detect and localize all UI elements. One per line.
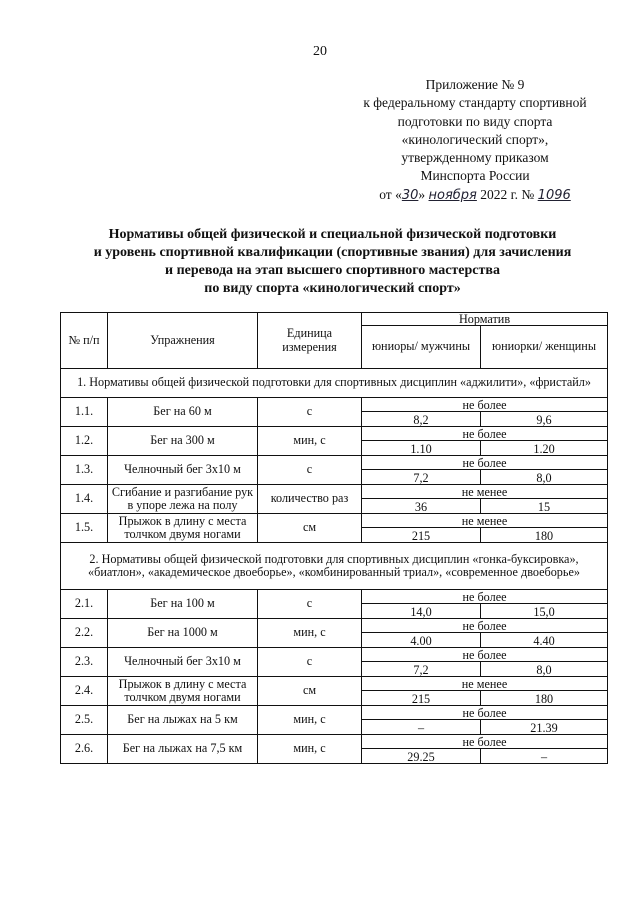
order-date-line: от «30» ноября 2022 г. № 1096 bbox=[379, 186, 571, 203]
row-unit: с bbox=[258, 648, 362, 677]
row-exercise: Бег на 1000 м bbox=[108, 619, 258, 648]
appendix-line: к федеральному стандарту спортивной bbox=[363, 95, 587, 111]
handwritten-order-number: 1096 bbox=[537, 187, 571, 203]
value-women: 15 bbox=[481, 499, 608, 514]
value-men: 36 bbox=[362, 499, 481, 514]
row-num: 2.1. bbox=[61, 590, 108, 619]
row-unit: мин, с bbox=[258, 706, 362, 735]
value-men: 29.25 bbox=[362, 749, 481, 764]
appendix-line: «кинологический спорт», bbox=[401, 131, 549, 147]
row-num: 1.1. bbox=[61, 398, 108, 427]
value-women: 8,0 bbox=[481, 470, 608, 485]
row-condition: не менее bbox=[362, 677, 608, 691]
row-condition: не менее bbox=[362, 514, 608, 528]
document-title: Нормативы общей физической и специальной физической подготовки и уровень спортивной квалификации (спортивные звания) для зачисления и перевода на этап высшего спортивного мастерства по виду спорта «кинологический спорт» bbox=[93, 227, 572, 296]
row-condition: не более bbox=[362, 706, 608, 720]
value-women: 9,6 bbox=[481, 412, 608, 427]
row-condition: не более bbox=[362, 398, 608, 412]
row-num: 2.5. bbox=[61, 706, 108, 735]
appendix-block bbox=[340, 76, 610, 205]
header-women: юниорки/ женщины bbox=[481, 326, 608, 369]
section-heading: 1. Нормативы общей физической подготовки для спортивных дисциплин «аджилити», «фристайл» bbox=[61, 369, 608, 398]
row-exercise: Бег на лыжах на 5 км bbox=[108, 706, 258, 735]
value-men: 8,2 bbox=[362, 412, 481, 427]
row-num: 1.2. bbox=[61, 427, 108, 456]
header-exercise: Упражнения bbox=[108, 313, 258, 369]
row-num: 2.2. bbox=[61, 619, 108, 648]
row-exercise: Бег на 100 м bbox=[108, 590, 258, 619]
value-men: 14,0 bbox=[362, 604, 481, 619]
header-men: юниоры/ мужчины bbox=[362, 326, 481, 369]
value-men: 7,2 bbox=[362, 470, 481, 485]
row-unit: см bbox=[258, 514, 362, 543]
row-num: 2.3. bbox=[61, 648, 108, 677]
value-women: 21.39 bbox=[481, 720, 608, 735]
value-women: 15,0 bbox=[481, 604, 608, 619]
value-men: 4.00 bbox=[362, 633, 481, 648]
value-women: 4.40 bbox=[481, 633, 608, 648]
standards-table bbox=[60, 312, 608, 764]
row-condition: не более bbox=[362, 735, 608, 749]
value-men: 1.10 bbox=[362, 441, 481, 456]
row-unit: количество раз bbox=[258, 485, 362, 514]
row-exercise: Прыжок в длину с места толчком двумя ногами bbox=[108, 514, 258, 543]
row-exercise: Прыжок в длину с места толчком двумя ногами bbox=[108, 677, 258, 706]
header-norm: Норматив bbox=[362, 313, 608, 326]
row-exercise: Челночный бег 3х10 м bbox=[108, 648, 258, 677]
row-num: 1.4. bbox=[61, 485, 108, 514]
row-condition: не более bbox=[362, 427, 608, 441]
row-condition: не более bbox=[362, 619, 608, 633]
row-exercise: Бег на 300 м bbox=[108, 427, 258, 456]
appendix-line: подготовки по виду спорта bbox=[397, 113, 553, 129]
row-exercise: Бег на 60 м bbox=[108, 398, 258, 427]
appendix-line: Приложение № 9 bbox=[425, 77, 525, 92]
row-unit: мин, с bbox=[258, 427, 362, 456]
row-unit: с bbox=[258, 590, 362, 619]
value-women: 1.20 bbox=[481, 441, 608, 456]
row-unit: мин, с bbox=[258, 619, 362, 648]
row-num: 1.5. bbox=[61, 514, 108, 543]
row-condition: не более bbox=[362, 456, 608, 470]
handwritten-month: ноября bbox=[428, 187, 477, 203]
value-women: 180 bbox=[481, 528, 608, 543]
row-condition: не более bbox=[362, 648, 608, 662]
row-num: 2.4. bbox=[61, 677, 108, 706]
row-num: 2.6. bbox=[61, 735, 108, 764]
row-num: 1.3. bbox=[61, 456, 108, 485]
page-number: 20 bbox=[313, 44, 327, 59]
value-women: 8,0 bbox=[481, 662, 608, 677]
value-men: 215 bbox=[362, 528, 481, 543]
value-men: – bbox=[362, 720, 481, 735]
handwritten-day: 30 bbox=[401, 187, 419, 203]
section-heading: 2. Нормативы общей физической подготовки для спортивных дисциплин «гонка-буксировка», «биатлон», «академическое двоеборье», «комбинированный триал», «современное двоеборье» bbox=[61, 543, 608, 590]
appendix-line: Минспорта России bbox=[420, 168, 530, 184]
header-unit: Единица измерения bbox=[258, 313, 362, 369]
value-men: 7,2 bbox=[362, 662, 481, 677]
row-unit: с bbox=[258, 398, 362, 427]
row-unit: см bbox=[258, 677, 362, 706]
row-unit: с bbox=[258, 456, 362, 485]
appendix-line: утвержденному приказом bbox=[401, 150, 549, 166]
row-exercise: Бег на лыжах на 7,5 км bbox=[108, 735, 258, 764]
row-exercise: Челночный бег 3х10 м bbox=[108, 456, 258, 485]
row-unit: мин, с bbox=[258, 735, 362, 764]
row-condition: не более bbox=[362, 590, 608, 604]
value-women: – bbox=[481, 749, 608, 764]
row-condition: не менее bbox=[362, 485, 608, 499]
row-exercise: Сгибание и разгибание рук в упоре лежа на полу bbox=[108, 485, 258, 514]
value-women: 180 bbox=[481, 691, 608, 706]
header-num: № п/п bbox=[61, 313, 108, 369]
value-men: 215 bbox=[362, 691, 481, 706]
